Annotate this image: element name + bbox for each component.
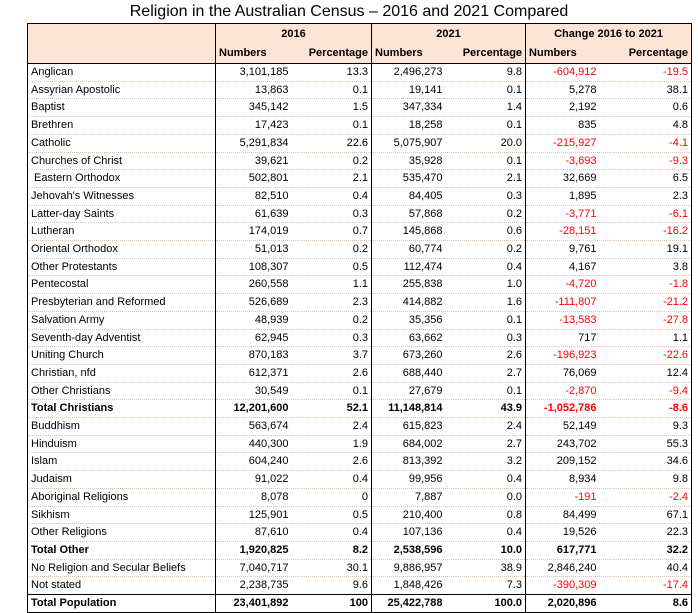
change-numbers-cell: 243,702	[526, 435, 610, 453]
change-percentage-cell: 9.3	[610, 418, 692, 436]
numbers-2016-cell: 440,300	[216, 435, 302, 453]
numbers-2016-cell: 563,674	[216, 418, 302, 436]
change-numbers-cell: 84,499	[526, 506, 610, 524]
numbers-2016-cell: 125,901	[216, 506, 302, 524]
numbers-2016-cell: 91,022	[216, 471, 302, 489]
table-row	[28, 64, 692, 82]
change-numbers-cell: 8,934	[526, 471, 610, 489]
numbers-2016-cell: 174,019	[216, 223, 302, 241]
numbers-2016-cell: 48,939	[216, 311, 302, 329]
numbers-2016-cell: 3,101,185	[216, 64, 302, 82]
percentage-2021-cell: 0.1	[456, 311, 526, 329]
subheader-percentage-2016: Percentage	[302, 44, 372, 64]
percentage-2021-cell: 0.1	[456, 382, 526, 400]
percentage-2021-cell: 20.0	[456, 134, 526, 152]
percentage-2016-cell: 8.2	[302, 541, 372, 559]
percentage-2016-cell: 52.1	[302, 400, 372, 418]
numbers-2016-cell: 62,945	[216, 329, 302, 347]
percentage-2016-cell: 0.4	[302, 187, 372, 205]
table-row	[28, 258, 692, 276]
percentage-2021-cell: 43.9	[456, 400, 526, 418]
numbers-2016-cell: 108,307	[216, 258, 302, 276]
table-row	[28, 170, 692, 188]
numbers-2021-cell: 255,838	[372, 276, 456, 294]
table-row	[28, 488, 692, 506]
percentage-2016-cell: 0.7	[302, 223, 372, 241]
numbers-2021-cell: 615,823	[372, 418, 456, 436]
numbers-2016-cell: 345,142	[216, 99, 302, 117]
religion-label: No Religion and Secular Beliefs	[28, 559, 216, 577]
change-percentage-cell: 6.5	[610, 170, 692, 188]
numbers-2016-cell: 82,510	[216, 187, 302, 205]
percentage-2021-cell: 7.3	[456, 577, 526, 595]
change-percentage-cell: -17.4	[610, 577, 692, 595]
group-header-2016: 2016	[216, 24, 372, 44]
numbers-2021-cell: 9,886,957	[372, 559, 456, 577]
religion-header-blank	[28, 24, 216, 64]
change-percentage-cell: 34.6	[610, 453, 692, 471]
change-percentage-cell: -21.2	[610, 294, 692, 312]
religion-label: Total Other	[28, 541, 216, 559]
religion-label: Brethren	[28, 117, 216, 135]
percentage-2016-cell: 0.1	[302, 382, 372, 400]
percentage-2021-cell: 0.1	[456, 117, 526, 135]
percentage-2021-cell: 0.4	[456, 471, 526, 489]
numbers-2016-cell: 604,240	[216, 453, 302, 471]
percentage-2021-cell: 38.9	[456, 559, 526, 577]
religion-label: Catholic	[28, 134, 216, 152]
religion-label: Assyrian Apostolic	[28, 81, 216, 99]
numbers-2021-cell: 210,400	[372, 506, 456, 524]
change-numbers-cell: -1,052,786	[526, 400, 610, 418]
numbers-2021-cell: 1,848,426	[372, 577, 456, 595]
percentage-2021-cell: 0.8	[456, 506, 526, 524]
numbers-2021-cell: 27,679	[372, 382, 456, 400]
numbers-2021-cell: 112,474	[372, 258, 456, 276]
numbers-2016-cell: 260,558	[216, 276, 302, 294]
table-header	[28, 24, 692, 64]
change-numbers-cell: 209,152	[526, 453, 610, 471]
numbers-2021-cell: 414,882	[372, 294, 456, 312]
percentage-2021-cell: 2.1	[456, 170, 526, 188]
percentage-2016-cell: 0.1	[302, 117, 372, 135]
change-percentage-cell: -9.3	[610, 152, 692, 170]
percentage-2021-cell: 2.7	[456, 364, 526, 382]
change-percentage-cell: -6.1	[610, 205, 692, 223]
percentage-2021-cell: 1.6	[456, 294, 526, 312]
percentage-2021-cell: 0.0	[456, 488, 526, 506]
religion-label: Latter-day Saints	[28, 205, 216, 223]
change-percentage-cell: 32.2	[610, 541, 692, 559]
change-numbers-cell: 1,895	[526, 187, 610, 205]
change-percentage-cell: 3.8	[610, 258, 692, 276]
numbers-2016-cell: 13,863	[216, 81, 302, 99]
change-numbers-cell: -191	[526, 488, 610, 506]
religion-label: Hinduism	[28, 435, 216, 453]
table-row	[28, 435, 692, 453]
religion-label: Churches of Christ	[28, 152, 216, 170]
change-numbers-cell: 9,761	[526, 241, 610, 259]
change-numbers-cell: 617,771	[526, 541, 610, 559]
numbers-2021-cell: 19,141	[372, 81, 456, 99]
change-percentage-cell: 38.1	[610, 81, 692, 99]
religion-label: Christian, nfd	[28, 364, 216, 382]
percentage-2021-cell: 0.6	[456, 223, 526, 241]
numbers-2016-cell: 61,639	[216, 205, 302, 223]
numbers-2016-cell: 5,291,834	[216, 134, 302, 152]
change-numbers-cell: 2,846,240	[526, 559, 610, 577]
change-numbers-cell: -13,583	[526, 311, 610, 329]
percentage-2016-cell: 0.2	[302, 311, 372, 329]
percentage-2016-cell: 2.6	[302, 364, 372, 382]
numbers-2016-cell: 1,920,825	[216, 541, 302, 559]
religion-label: Pentecostal	[28, 276, 216, 294]
numbers-2016-cell: 87,610	[216, 524, 302, 542]
change-numbers-cell: -196,923	[526, 347, 610, 365]
religion-label: Salvation Army	[28, 311, 216, 329]
numbers-2016-cell: 12,201,600	[216, 400, 302, 418]
numbers-2016-cell: 7,040,717	[216, 559, 302, 577]
table-row	[28, 347, 692, 365]
change-percentage-cell: 55.3	[610, 435, 692, 453]
religion-label: Not stated	[28, 577, 216, 595]
percentage-2021-cell: 0.1	[456, 152, 526, 170]
change-percentage-cell: -2.4	[610, 488, 692, 506]
change-numbers-cell: 19,526	[526, 524, 610, 542]
numbers-2021-cell: 2,538,596	[372, 541, 456, 559]
percentage-2016-cell: 0.5	[302, 506, 372, 524]
percentage-2021-cell: 0.4	[456, 258, 526, 276]
change-percentage-cell: -27.8	[610, 311, 692, 329]
percentage-2021-cell: 1.0	[456, 276, 526, 294]
change-percentage-cell: 1.1	[610, 329, 692, 347]
change-percentage-cell: -1.8	[610, 276, 692, 294]
religion-label: Jehovah's Witnesses	[28, 187, 216, 205]
table-row	[28, 559, 692, 577]
change-numbers-cell: -111,807	[526, 294, 610, 312]
numbers-2021-cell: 60,774	[372, 241, 456, 259]
numbers-2021-cell: 11,148,814	[372, 400, 456, 418]
religion-label: Judaism	[28, 471, 216, 489]
percentage-2016-cell: 2.6	[302, 453, 372, 471]
numbers-2016-cell: 870,183	[216, 347, 302, 365]
percentage-2021-cell: 0.3	[456, 329, 526, 347]
numbers-2021-cell: 18,258	[372, 117, 456, 135]
percentage-2021-cell: 0.3	[456, 187, 526, 205]
percentage-2016-cell: 0.1	[302, 81, 372, 99]
change-percentage-cell: 2.3	[610, 187, 692, 205]
percentage-2016-cell: 100	[302, 595, 372, 613]
numbers-2016-cell: 17,423	[216, 117, 302, 135]
numbers-2021-cell: 107,136	[372, 524, 456, 542]
table-row	[28, 223, 692, 241]
table-row	[28, 99, 692, 117]
change-numbers-cell: 52,149	[526, 418, 610, 436]
change-numbers-cell: -28,151	[526, 223, 610, 241]
religion-label: Oriental Orthodox	[28, 241, 216, 259]
percentage-2016-cell: 2.3	[302, 294, 372, 312]
change-numbers-cell: -2,870	[526, 382, 610, 400]
subheader-numbers-change: Numbers	[526, 44, 610, 64]
table-row	[28, 205, 692, 223]
change-percentage-cell: -4.1	[610, 134, 692, 152]
change-percentage-cell: -16.2	[610, 223, 692, 241]
percentage-2016-cell: 0.3	[302, 205, 372, 223]
table-row	[28, 311, 692, 329]
change-percentage-cell: -9.4	[610, 382, 692, 400]
table-row	[28, 364, 692, 382]
religion-label: Baptist	[28, 99, 216, 117]
change-percentage-cell: 22.3	[610, 524, 692, 542]
change-numbers-cell: 76,069	[526, 364, 610, 382]
table-row	[28, 471, 692, 489]
table-row	[28, 329, 692, 347]
change-numbers-cell: -3,693	[526, 152, 610, 170]
change-numbers-cell: 32,669	[526, 170, 610, 188]
religion-label: Presbyterian and Reformed	[28, 294, 216, 312]
percentage-2021-cell: 1.4	[456, 99, 526, 117]
change-percentage-cell: 0.6	[610, 99, 692, 117]
percentage-2016-cell: 1.1	[302, 276, 372, 294]
numbers-2021-cell: 63,662	[372, 329, 456, 347]
religion-label: Islam	[28, 453, 216, 471]
subheader-numbers-2021: Numbers	[372, 44, 456, 64]
table-row	[28, 81, 692, 99]
change-numbers-cell: -4,720	[526, 276, 610, 294]
religion-label: Seventh-day Adventist	[28, 329, 216, 347]
table-row	[28, 382, 692, 400]
percentage-2016-cell: 0	[302, 488, 372, 506]
table-row	[28, 453, 692, 471]
table-row	[28, 294, 692, 312]
numbers-2021-cell: 84,405	[372, 187, 456, 205]
numbers-2016-cell: 39,621	[216, 152, 302, 170]
change-percentage-cell: -22.6	[610, 347, 692, 365]
numbers-2021-cell: 57,868	[372, 205, 456, 223]
percentage-2021-cell: 2.6	[456, 347, 526, 365]
table-body	[28, 64, 692, 613]
change-percentage-cell: -19.5	[662, 66, 689, 78]
numbers-2021-cell: 535,470	[372, 170, 456, 188]
change-numbers-cell: 717	[526, 329, 610, 347]
change-numbers-cell: 2,192	[526, 99, 610, 117]
religion-label: Other Christians	[28, 382, 216, 400]
percentage-2016-cell: 0.4	[302, 524, 372, 542]
numbers-2021-cell: 7,887	[372, 488, 456, 506]
change-numbers-cell: -3,771	[526, 205, 610, 223]
religion-label: Anglican	[31, 66, 74, 78]
percentage-2016-cell: 3.7	[302, 347, 372, 365]
percentage-2021-cell: 0.1	[456, 81, 526, 99]
religion-label: Total Population	[28, 595, 216, 613]
numbers-2016-cell: 526,689	[216, 294, 302, 312]
percentage-2016-cell: 22.6	[302, 134, 372, 152]
change-percentage-cell: 8.6	[610, 595, 692, 613]
percentage-2016-cell: 2.1	[302, 170, 372, 188]
percentage-2016-cell: 2.4	[302, 418, 372, 436]
table-row	[28, 241, 692, 259]
percentage-2021-cell: 0.2	[456, 205, 526, 223]
change-percentage-cell: 40.4	[610, 559, 692, 577]
percentage-2021-cell: 2.7	[456, 435, 526, 453]
change-percentage-cell: 19.1	[610, 241, 692, 259]
percentage-2016-cell: 9.6	[302, 577, 372, 595]
census-table	[27, 23, 692, 613]
group-header-2021: 2021	[372, 24, 526, 44]
percentage-2021-cell: 0.4	[456, 524, 526, 542]
table-row	[28, 117, 692, 135]
change-percentage-cell: 4.8	[610, 117, 692, 135]
subheader-numbers-2016: Numbers	[216, 44, 302, 64]
religion-label: Other Religions	[28, 524, 216, 542]
numbers-2021-cell: 2,496,273	[372, 64, 456, 82]
religion-label: Sikhism	[28, 506, 216, 524]
numbers-2021-cell: 5,075,907	[372, 134, 456, 152]
total-row	[28, 595, 692, 613]
numbers-2021-cell: 673,260	[372, 347, 456, 365]
religion-label: Other Protestants	[28, 258, 216, 276]
change-percentage-cell: 12.4	[610, 364, 692, 382]
table-row	[28, 276, 692, 294]
religion-label: Total Christians	[28, 400, 216, 418]
change-numbers-cell: 4,167	[526, 258, 610, 276]
subheader-percentage-change: Percentage	[610, 44, 692, 64]
numbers-2021-cell: 35,356	[372, 311, 456, 329]
table-row	[28, 577, 692, 595]
total-row	[28, 541, 692, 559]
percentage-2021-cell: 3.2	[456, 453, 526, 471]
percentage-2016-cell: 0.5	[302, 258, 372, 276]
change-numbers-cell: -604,912	[526, 64, 610, 82]
change-percentage-cell: 67.1	[610, 506, 692, 524]
religion-label: Aboriginal Religions	[28, 488, 216, 506]
percentage-2021-cell: 2.4	[456, 418, 526, 436]
change-percentage-cell: 9.8	[610, 471, 692, 489]
religion-label: Buddhism	[28, 418, 216, 436]
percentage-2016-cell: 0.2	[302, 241, 372, 259]
numbers-2016-cell: 502,801	[216, 170, 302, 188]
subheader-percentage-2021: Percentage	[456, 44, 526, 64]
table-row	[28, 152, 692, 170]
percentage-2016-cell: 1.5	[302, 99, 372, 117]
table-row	[28, 134, 692, 152]
numbers-2021-cell: 99,956	[372, 471, 456, 489]
percentage-2016-cell: 30.1	[302, 559, 372, 577]
numbers-2016-cell: 51,013	[216, 241, 302, 259]
percentage-2016-cell: 13.3	[346, 66, 369, 78]
religion-label: Eastern Orthodox	[28, 170, 216, 188]
change-numbers-cell: 835	[526, 117, 610, 135]
numbers-2021-cell: 684,002	[372, 435, 456, 453]
change-numbers-cell: 2,020,896	[526, 595, 610, 613]
numbers-2021-cell: 813,392	[372, 453, 456, 471]
numbers-2021-cell: 25,422,788	[372, 595, 456, 613]
percentage-2021-cell: 10.0	[456, 541, 526, 559]
percentage-2016-cell: 0.4	[302, 471, 372, 489]
page-title: Religion in the Australian Census – 2016 and 2021 Compared	[129, 3, 569, 20]
change-percentage-cell: -8.6	[610, 400, 692, 418]
percentage-2016-cell: 0.2	[302, 152, 372, 170]
table-row	[28, 524, 692, 542]
change-numbers-cell: 5,278	[526, 81, 610, 99]
religion-label: Uniting Church	[28, 347, 216, 365]
percentage-2021-cell: 0.2	[456, 241, 526, 259]
table-row	[28, 506, 692, 524]
group-header-row	[28, 24, 692, 44]
numbers-2016-cell: 2,238,735	[216, 577, 302, 595]
total-row	[28, 400, 692, 418]
numbers-2016-cell: 8,078	[216, 488, 302, 506]
percentage-2021-cell: 9.8	[506, 66, 523, 78]
religion-label: Lutheran	[28, 223, 216, 241]
numbers-2016-cell: 23,401,892	[216, 595, 302, 613]
percentage-2016-cell: 1.9	[302, 435, 372, 453]
numbers-2021-cell: 688,440	[372, 364, 456, 382]
group-header-change: Change 2016 to 2021	[526, 24, 692, 44]
percentage-2021-cell: 100.0	[456, 595, 526, 613]
numbers-2016-cell: 30,549	[216, 382, 302, 400]
table-row	[28, 187, 692, 205]
numbers-2021-cell: 35,928	[372, 152, 456, 170]
numbers-2016-cell: 612,371	[216, 364, 302, 382]
change-numbers-cell: -390,309	[526, 577, 610, 595]
numbers-2021-cell: 347,334	[372, 99, 456, 117]
percentage-2016-cell: 0.3	[302, 329, 372, 347]
table-row	[28, 418, 692, 436]
numbers-2021-cell: 145,868	[372, 223, 456, 241]
change-numbers-cell: -215,927	[526, 134, 610, 152]
